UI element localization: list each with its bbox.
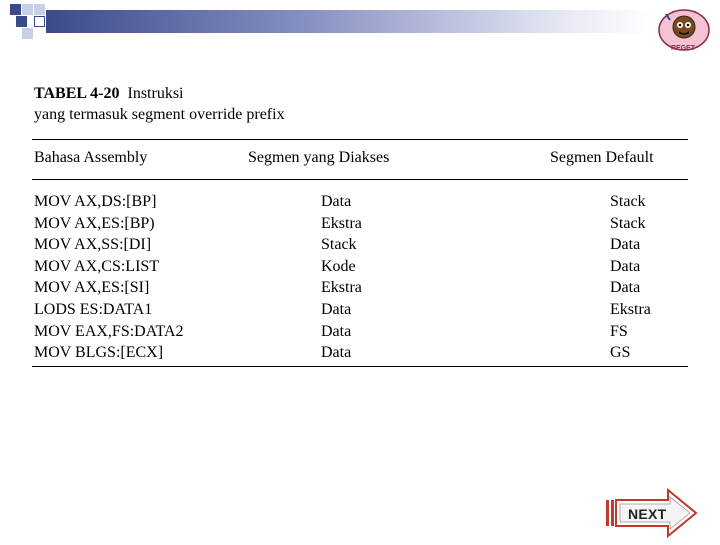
table-header-rule (32, 179, 688, 180)
logo-text: REGET (670, 45, 696, 52)
table-caption-line2: yang termasuk segment override prefix (34, 106, 285, 123)
table-cell: Ekstra (321, 214, 362, 232)
table-cell: Stack (610, 193, 646, 210)
table-cell: MOV AX,ES:[SI] (34, 279, 150, 297)
table-cell: MOV AX,ES:[BP) (34, 214, 155, 232)
table-cell: Data (610, 236, 641, 254)
next-label: NEXT (628, 506, 667, 522)
table-cell: Data (321, 300, 352, 318)
header-segmen-default: Segmen Default (550, 149, 654, 166)
column-assembly (34, 191, 184, 364)
table-cell: MOV BLGS:[ECX] (34, 344, 164, 362)
header-square-2 (22, 4, 33, 15)
table-cell: Ekstra (321, 279, 362, 297)
header-square-3 (34, 4, 45, 15)
header-square-5 (34, 16, 45, 27)
column-segmen-diakses (321, 191, 362, 364)
table-cell: MOV AX,DS:[BP] (34, 193, 157, 210)
table-cell: FS (610, 322, 628, 340)
table-number: TABEL 4-20 (34, 85, 120, 102)
table-cell: MOV EAX,FS:DATA2 (34, 322, 184, 340)
header-square-4 (16, 16, 27, 27)
table-cell: Data (321, 193, 352, 210)
table-cell: GS (610, 344, 631, 362)
table-caption-line1: Instruksi (127, 85, 184, 102)
table-cell: MOV AX,CS:LIST (34, 257, 160, 275)
table-cell: Kode (321, 257, 356, 275)
table-caption (34, 83, 285, 125)
table-cell: Data (321, 344, 352, 362)
table-cell: Stack (321, 236, 357, 254)
table-cell: MOV AX,SS:[DI] (34, 236, 152, 254)
header-square-1 (10, 4, 21, 15)
table-cell: Stack (610, 214, 646, 232)
table-cell: LODS ES:DATA1 (34, 300, 153, 318)
table-cell: Data (321, 322, 352, 340)
header-bahasa-assembly: Bahasa Assembly (34, 149, 148, 166)
header-square-6 (22, 28, 33, 39)
header-segmen-diakses: Segmen yang Diakses (248, 149, 390, 166)
mascot-logo-icon (656, 6, 712, 54)
column-segmen-default (610, 191, 651, 364)
table-cell: Ekstra (610, 300, 651, 318)
header-bar (46, 10, 650, 33)
table-cell: Data (610, 257, 641, 275)
table-cell: Data (610, 279, 641, 297)
table-bottom-rule (32, 366, 688, 367)
table-top-rule (32, 139, 688, 140)
